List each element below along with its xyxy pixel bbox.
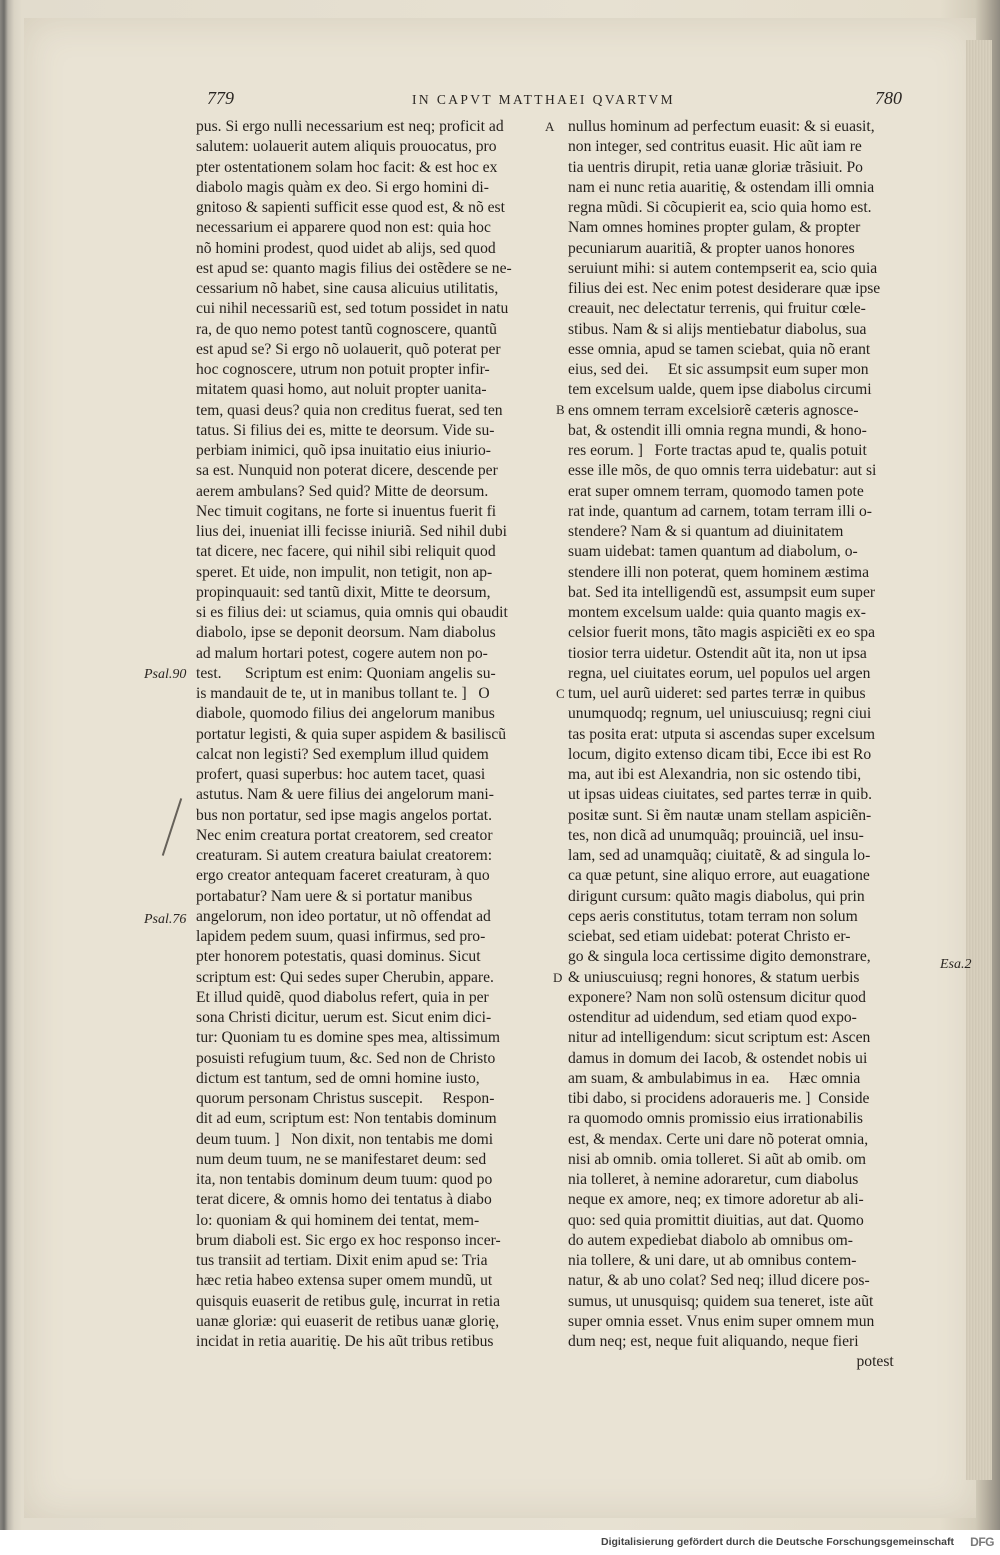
- text-line: nitur ad intelligendum: sicut scriptum est: Ascen: [568, 1029, 871, 1047]
- text-line: angelorum, non ideo portatur, ut nõ offendat ad: [196, 907, 491, 925]
- text-line: super omnia esset. Vnus enim super omnem mun: [568, 1312, 875, 1330]
- text-line: celsior fuerit mons, tãto magis aspiciẽti ex eo spa: [568, 624, 876, 642]
- text-line: tum, uel aurũ uideret: sed partes terræ in quibus: [568, 685, 866, 702]
- text-line: bat. Sed ita intelligendũ est, assumpsit eum super: [568, 583, 876, 601]
- margin-note-esa-2: Esa.2: [940, 957, 972, 972]
- section-letter-d: D: [553, 970, 563, 985]
- dfg-logo: DFG: [970, 1535, 994, 1549]
- text-line: salutem: uolauerit autem aliquis prouocatus, pro: [196, 138, 497, 156]
- text-line: bus non portatur, sed ipse magis angelos portat.: [196, 806, 493, 824]
- text-line: tas posita erat: utputa si ascendas super excelsum: [568, 725, 876, 743]
- right-text-column: [568, 117, 936, 1373]
- text-line: tem excelsum ualde, quem ipse diabolus circumi: [568, 381, 872, 399]
- text-line: terat dicere, & omnis homo dei tentatus à diabo: [196, 1191, 492, 1209]
- text-line: hoc cognoscere, utrum non potuit propter infir-: [196, 361, 490, 378]
- text-line: test. Scriptum est enim: Quoniam angelis su-: [196, 664, 496, 682]
- text-line: do autem expediebat diabolo ab omnibus om-: [568, 1231, 853, 1249]
- text-line: portatur legisti, & quia super aspidem & basiliscũ: [196, 725, 507, 743]
- text-line: dictum est tantum, sed de omni homine iusto,: [196, 1069, 480, 1087]
- text-line: lam, sed ad unamquãq; ciuitatẽ, & ad singula lo-: [568, 847, 871, 864]
- text-line: & uniuscuiusq; regni honores, & statum uerbis: [568, 968, 860, 986]
- text-line: astutus. Nam & uere filius dei angelorum mani-: [196, 786, 494, 804]
- text-line: perbiam inimici, quõ ipsa inuitatio eius iniurio-: [196, 442, 491, 459]
- text-line: diabole, quomodo filius dei angelorum manibus: [196, 705, 495, 723]
- text-line: bat, & ostendit illi omnia regna mundi, & hono-: [568, 421, 867, 439]
- text-line: neque ex amore, neq; ex timore adoretur ab ali-: [568, 1191, 864, 1209]
- text-line: is mandauit de te, ut in manibus tollant te. ] O: [196, 685, 490, 702]
- text-line: hæc retia habeo extensa super omem mundũ, ut: [196, 1272, 493, 1290]
- text-line: ca quæ petunt, sine aliquo errore, aut euagatione: [568, 867, 870, 885]
- text-line: uanæ gloriæ: qui euaserit de retibus uanæ glorię,: [196, 1312, 500, 1330]
- text-line: suam uidebat: tamen quantum ad diabolum, o-: [568, 543, 858, 561]
- text-line: natur, & ab uno colat? Sed neq; illud dicere pos-: [568, 1272, 870, 1290]
- text-line: creauit, nec delectatur terrenis, qui fruitur cœle-: [568, 300, 866, 318]
- running-title: IN CAPVT MATTHAEI QVARTVM: [412, 92, 676, 107]
- text-line: ceps aeris constitutus, totam terram non solum: [568, 907, 858, 925]
- text-line: incidat in retia auaritię. De his aũt tribus retibus: [196, 1333, 494, 1350]
- text-line: cessarium nõ habet, sine causa alicuius utilitatis,: [196, 280, 499, 297]
- margin-note-psal-76: Psal.76: [144, 912, 187, 927]
- left-page-number: 779: [207, 88, 234, 108]
- text-line: profert, quasi superbus: hoc autem tacet, quasi: [196, 766, 486, 783]
- text-line: sumus, ut unusquisq; quidem sua teneret, iste aũt: [568, 1292, 874, 1310]
- text-line: eius, sed dei. Et sic assumpsit eum super mon: [568, 361, 869, 378]
- text-line: deum tuum. ] Non dixit, non tentabis me domi: [196, 1130, 494, 1148]
- text-line: potest: [568, 1353, 894, 1371]
- text-line: lius dei, inueniat illi fecisse iniuriã. Sed nihil dubi: [196, 523, 507, 540]
- text-line: regna mũdi. Si cõcupierit ea, scio quia homo est.: [568, 199, 872, 216]
- text-line: ut ipsas uideas ciuitates, sed partes terræ in quib.: [568, 786, 873, 804]
- text-line: filius dei est. Nec enim potest desiderare quæ ipse: [568, 280, 881, 297]
- text-line: tat dicere, nec facere, qui nihil sibi reliquit quod: [196, 543, 496, 561]
- text-line: dit ad eum, scriptum est: Non tentabis dominum: [196, 1110, 497, 1128]
- text-line: nullus hominum ad perfectum euasit: & si euasit,: [568, 118, 875, 135]
- text-line: scriptum est: Qui sedes super Cherubin, appare.: [196, 968, 494, 986]
- text-line: brum diaboli est. Sic ergo ex hoc responso incer-: [196, 1231, 501, 1249]
- right-page-number: 780: [875, 88, 902, 108]
- text-line: pus. Si ergo nulli necessarium est neq; proficit ad: [196, 118, 504, 135]
- text-line: Nam omnes homines propter gulam, & propter: [568, 219, 861, 237]
- text-line: aerem ambulans? Sed quid? Mitte de deorsum.: [196, 482, 489, 500]
- text-line: diabolo, ipse se deponit deorsum. Nam diabolus: [196, 624, 496, 642]
- text-line: gnitoso & sapienti sufficit esse quod est, & nõ est: [196, 199, 505, 216]
- text-line: pter honorem potestatis, quasi dominus. Sicut: [196, 948, 481, 966]
- text-line: go & singula loca certissime digito demonstrare,: [568, 948, 871, 966]
- text-line: exponere? Nam non solũ ostensum dicitur quod: [568, 988, 866, 1006]
- section-letter-c: C: [556, 686, 565, 701]
- text-line: stendere? Nam & si quantum ad diuinitatem: [568, 523, 844, 540]
- text-line: tus transiit ad tertiam. Dixit enim apud se: Tria: [196, 1252, 488, 1269]
- text-line: creaturam. Si autem creatura baiulat creatorem:: [196, 847, 493, 864]
- text-line: nõ homini prodest, quod uidet ab alijs, sed quod: [196, 239, 496, 257]
- text-line: speret. Et uide, non impulit, non tetigit, non ap-: [196, 563, 493, 581]
- text-line: regna, uel ciuitates eorum, uel populos uel argen: [568, 664, 871, 682]
- text-line: sciebat, sed etiam uidebat: poterat Christo er-: [568, 928, 851, 945]
- text-line: res eorum. ] Forte tractas apud te, qualis potuit: [568, 442, 867, 459]
- text-line: stendere illi non poterat, quem hominem æstima: [568, 563, 869, 581]
- text-line: esse ille mõs, de quo omnis terra uidebatur: aut si: [568, 462, 877, 480]
- text-line: Nec timuit cogitans, ne forte si inuentus fuerit fi: [196, 502, 497, 520]
- text-line: nia tolleret, à nemine adoraretur, cum diabolus: [568, 1171, 859, 1188]
- text-line: dirigunt cursum: quãto magis diabolus, qui prin: [568, 887, 865, 905]
- text-line: quisquis euaserit de retibus gulę, incurrat in retia: [196, 1292, 500, 1310]
- text-line: non integer, sed contritus euasit. Hic aũt iam re: [568, 138, 862, 156]
- text-line: stibus. Nam & si alijs mentiebatur diabolus, sua: [568, 320, 867, 338]
- text-line: si es filius dei: ut sciamus, quia omnis qui obaudit: [196, 604, 508, 621]
- text-line: quo: sed quia promittit diuitias, aut dat. Quomo: [568, 1211, 864, 1229]
- text-line: tur: Quoniam tu es domine spes mea, altissimum: [196, 1029, 501, 1047]
- text-line: tibi dabo, si procidens adoraueris me. ] Conside: [568, 1090, 870, 1107]
- text-line: ma, aut ibi est Alexandria, non sic ostendo tibi,: [568, 766, 862, 783]
- text-line: num deum tuum, ne se manifestaret deum: sed: [196, 1150, 487, 1168]
- text-line: lapidem pedem suum, quasi infirmus, sed pro-: [196, 928, 486, 945]
- text-line: ita, non tentabis dominum deum tuum: quod po: [196, 1171, 493, 1188]
- text-line: nia tollere, & uni dare, ut ab omnibus contem-: [568, 1252, 857, 1269]
- text-line: ens omnem terram excelsiorẽ cæteris agnosce-: [568, 401, 859, 419]
- text-line: quorum personam Christus suscepit. Respon-: [196, 1090, 495, 1107]
- text-line: tes, non dicã ad unumquãq; prouinciã, uel insu-: [568, 826, 864, 844]
- section-letter-b: B: [556, 402, 565, 417]
- text-line: diabolo magis quàm ex deo. Si ergo homini di-: [196, 178, 489, 196]
- text-line: calcat non legisti? Sed exemplum illud quidem: [196, 745, 489, 763]
- text-line: unumquodq; regnum, uel uniuscuiusq; regni ciui: [568, 705, 872, 723]
- text-line: pter ostentationem solam hoc facit: & est hoc ex: [196, 158, 498, 176]
- digitization-footer: [0, 1530, 1000, 1555]
- text-line: am suam, & ambulabimus in ea. Hæc omnia: [568, 1069, 861, 1087]
- text-line: cui nihil necessariũ est, sed totum possidet in natu: [196, 300, 509, 318]
- text-line: ad malum hortari potest, cogere autem non po-: [196, 644, 488, 662]
- text-line: sona Christi dicitur, uerum est. Sicut enim dici-: [196, 1009, 492, 1026]
- text-line: propinquauit: sed tantũ dixit, Mitte te deorsum,: [196, 583, 491, 601]
- text-line: est apud se? Si ergo nõ uolauerit, quõ poterat per: [196, 340, 501, 358]
- text-line: necessarium ei apparere quod non est: quia hoc: [196, 219, 491, 237]
- text-line: positæ sunt. Si ẽm nautæ unam stellam aspiciẽn-: [568, 806, 872, 824]
- text-line: ostenditur ad uidendum, sed etiam quod expo-: [568, 1009, 857, 1026]
- text-line: est apud se: quanto magis filius dei ostẽdere se ne-: [196, 259, 512, 277]
- text-line: nam ei nunc retia auaritię, & ostendam illi omnia: [568, 178, 875, 196]
- margin-note-psal-90: Psal.90: [144, 667, 187, 682]
- left-text-column: [196, 117, 555, 1352]
- text-line: tia uentris dirupit, retia uanæ gloriæ trãsiuit. Po: [568, 158, 863, 176]
- text-line: ra quomodo omnis promissio eius irrationabilis: [568, 1110, 863, 1128]
- text-line: tiosior terra uidetur. Ostendit aũt ita, non ut ipsa: [568, 644, 867, 662]
- text-line: damus in domum dei Iacob, & ostendet nobis ui: [568, 1049, 868, 1067]
- text-line: pecuniarum auaritiã, & propter uanos honores: [568, 239, 855, 257]
- text-line: tatus. Si filius dei es, mitte te deorsum. Vide su-: [196, 421, 495, 439]
- text-line: montem excelsum ualde: quia quanto magis ex-: [568, 604, 866, 621]
- text-line: seruiunt mihi: si autem contempserit ea, scio quia: [568, 259, 878, 277]
- text-line: mitatem quasi homo, aut noluit propter uanita-: [196, 381, 487, 399]
- text-line: esse omnia, apud se tamen sciebat, quia nõ erant: [568, 340, 871, 358]
- text-line: ergo creator antequam faceret creaturam, à quo: [196, 867, 490, 885]
- text-line: nisi ab omnib. omia tolleret. Si aũt ab omib. om: [568, 1150, 866, 1168]
- text-line: est, & mendax. Certe uni dare nõ poterat omnia,: [568, 1130, 869, 1148]
- text-line: lo: quoniam & qui hominem dei tentat, mem-: [196, 1211, 480, 1229]
- text-line: sa est. Nunquid non poterat dicere, descende per: [196, 462, 498, 480]
- text-line: Nec enim creatura portat creatorem, sed creator: [196, 826, 493, 844]
- page-edges: [966, 40, 992, 1480]
- text-line: ra, de quo nemo potest tantũ cognoscere, quantũ: [196, 320, 497, 338]
- text-line: portabatur? Nam uere & si portatur manibus: [196, 887, 473, 905]
- text-line: locum, digito extenso dicam tibi, Ecce ibi est Ro: [568, 745, 872, 763]
- text-line: Et illud quidẽ, quod diabolus refert, quia in per: [196, 988, 489, 1006]
- text-line: rat inde, quantum ad carnem, totam terram illi o-: [568, 502, 872, 520]
- section-letter-a: A: [545, 119, 555, 134]
- text-line: erat super omnem terram, quomodo tamen pote: [568, 482, 864, 500]
- footer-credit-text: Digitalisierung gefördert durch die Deutsche Forschungsgemeinschaft: [601, 1536, 954, 1548]
- text-line: dum neq; est, neque fuit aliquando, neque fieri: [568, 1333, 859, 1350]
- text-line: posuisti refugium tuum, &c. Sed non de Christo: [196, 1049, 496, 1067]
- text-line: tem, quasi deus? quia non creditus fuerat, sed ten: [196, 401, 503, 419]
